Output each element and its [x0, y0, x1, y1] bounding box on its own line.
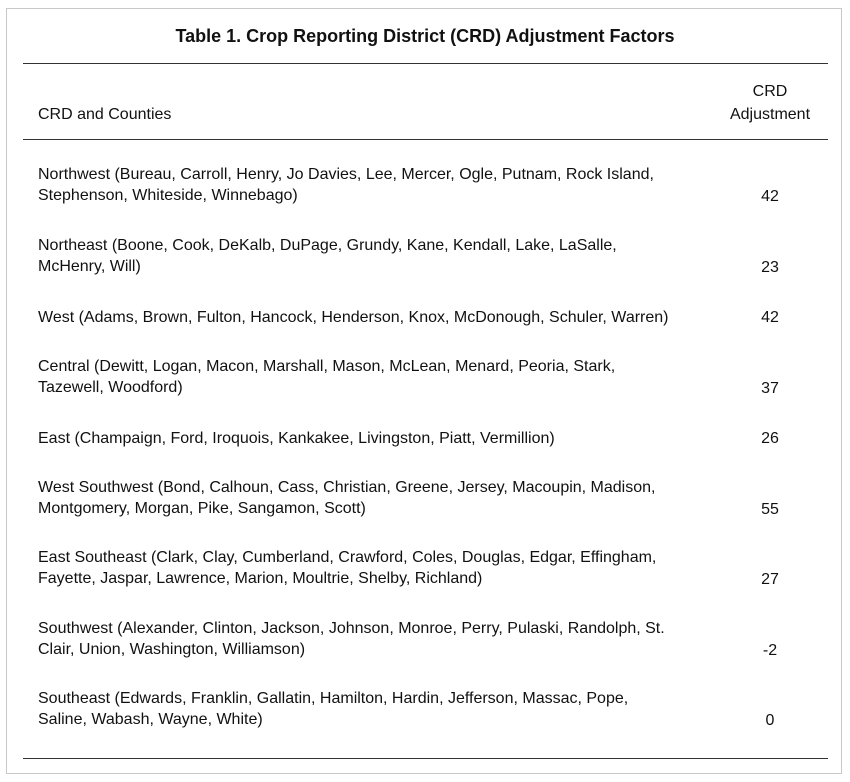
- row-counties: [38, 307, 718, 328]
- row-counties-line: Central (Dewitt, Logan, Macon, Marshall, Mason, McLean, Menard, Peoria, Stark,: [38, 358, 616, 375]
- row-adjustment-value: 42: [761, 188, 779, 205]
- row-counties-line: Montgomery, Morgan, Pike, Sangamon, Scott): [38, 500, 366, 517]
- header-adjustment-line: Adjustment: [729, 106, 811, 123]
- header-crd-line: CRD: [752, 83, 788, 100]
- row-counties: [38, 618, 718, 660]
- row-adjustment-value: -2: [762, 642, 778, 659]
- row-counties-line: Stephenson, Whiteside, Winnebago): [38, 187, 298, 204]
- row-counties-line: East (Champaign, Ford, Iroquois, Kankakee, Livingston, Piatt, Vermillion): [38, 430, 555, 447]
- row-counties: [38, 428, 718, 449]
- row-adjustment-value: 26: [761, 430, 779, 447]
- row-counties-line: Fayette, Jaspar, Lawrence, Marion, Moultrie, Shelby, Richland): [38, 570, 483, 587]
- row-counties-line: Clair, Union, Washington, Williamson): [38, 641, 306, 658]
- row-adjustment-value: 37: [761, 380, 779, 397]
- row-counties-line: West (Adams, Brown, Fulton, Hancock, Henderson, Knox, McDonough, Schuler, Warren): [38, 309, 669, 326]
- row-counties: [38, 356, 718, 398]
- row-counties-line: Tazewell, Woodford): [38, 379, 183, 396]
- row-counties: [38, 477, 718, 519]
- header-crd-adjustment: [712, 80, 828, 126]
- row-counties-line: Southwest (Alexander, Clinton, Jackson, Johnson, Monroe, Perry, Pulaski, Randolph, St.: [38, 620, 665, 637]
- top-rule: [23, 63, 828, 64]
- row-adjustment-value: 55: [761, 501, 779, 518]
- header-rule: [23, 139, 828, 140]
- row-counties-line: McHenry, Will): [38, 258, 141, 275]
- row-counties: [38, 235, 718, 277]
- row-counties-line: East Southeast (Clark, Clay, Cumberland, Crawford, Coles, Douglas, Edgar, Effingham,: [38, 549, 657, 566]
- row-counties-line: Saline, Wabash, Wayne, White): [38, 711, 263, 728]
- header-crd-and-counties: CRD and Counties: [38, 106, 172, 123]
- bottom-rule: [23, 758, 828, 759]
- row-counties-line: West Southwest (Bond, Calhoun, Cass, Christian, Greene, Jersey, Macoupin, Madison,: [38, 479, 656, 496]
- row-counties: [38, 688, 718, 730]
- row-counties-line: Southeast (Edwards, Franklin, Gallatin, Hamilton, Hardin, Jefferson, Massac, Pope,: [38, 690, 629, 707]
- row-adjustment-value: 42: [761, 309, 779, 326]
- row-adjustment-value: 0: [765, 712, 775, 729]
- row-adjustment-value: 27: [761, 571, 779, 588]
- row-counties: [38, 547, 718, 589]
- row-counties: [38, 164, 718, 206]
- table-title: Table 1. Crop Reporting District (CRD) Adjustment Factors: [175, 26, 675, 46]
- row-adjustment-value: 23: [761, 259, 779, 276]
- row-counties-line: Northeast (Boone, Cook, DeKalb, DuPage, Grundy, Kane, Kendall, Lake, LaSalle,: [38, 237, 617, 254]
- row-counties-line: Northwest (Bureau, Carroll, Henry, Jo Davies, Lee, Mercer, Ogle, Putnam, Rock Island,: [38, 166, 654, 183]
